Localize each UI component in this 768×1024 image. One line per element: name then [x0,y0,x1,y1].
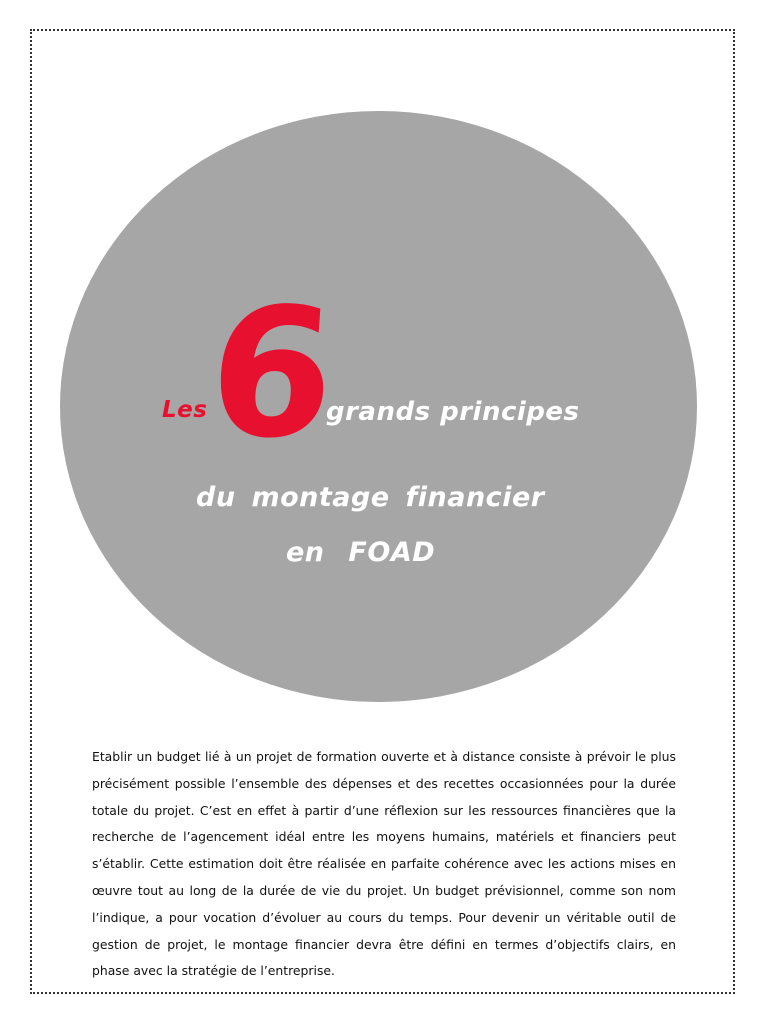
title-grands-principes: grands principes [326,397,580,427]
intro-paragraph: Etablir un budget lié à un projet de formation ouverte et à distance consiste à prévoir le plus précisément possible l’ensemble des dépenses et des recettes occasionnées pour la durée totale du projet. C’est en effet à partir d’une réflexion sur les ressources financières que la recherche de l’agencement idéal entre les moyens humains, matériels et financiers peut s’établir. Cette estimation doit être réalisée en parfaite cohérence avec les actions mises en œuvre tout au long de la durée de vie du projet. Un budget prévisionnel, comme son nom l’indique, a pour vocation d’évoluer au cours du temps. Pour devenir un véritable outil de gestion de projet, le montage financier devra être défini en termes d’objectifs clairs, en phase avec la stratégie de l’entreprise. [92,749,676,979]
title-en-foad: en FOAD [286,537,436,568]
title-les: Les [162,397,208,423]
title-number-six: 6 [202,270,342,477]
title-du-montage-financier: du montage financier [196,482,545,513]
